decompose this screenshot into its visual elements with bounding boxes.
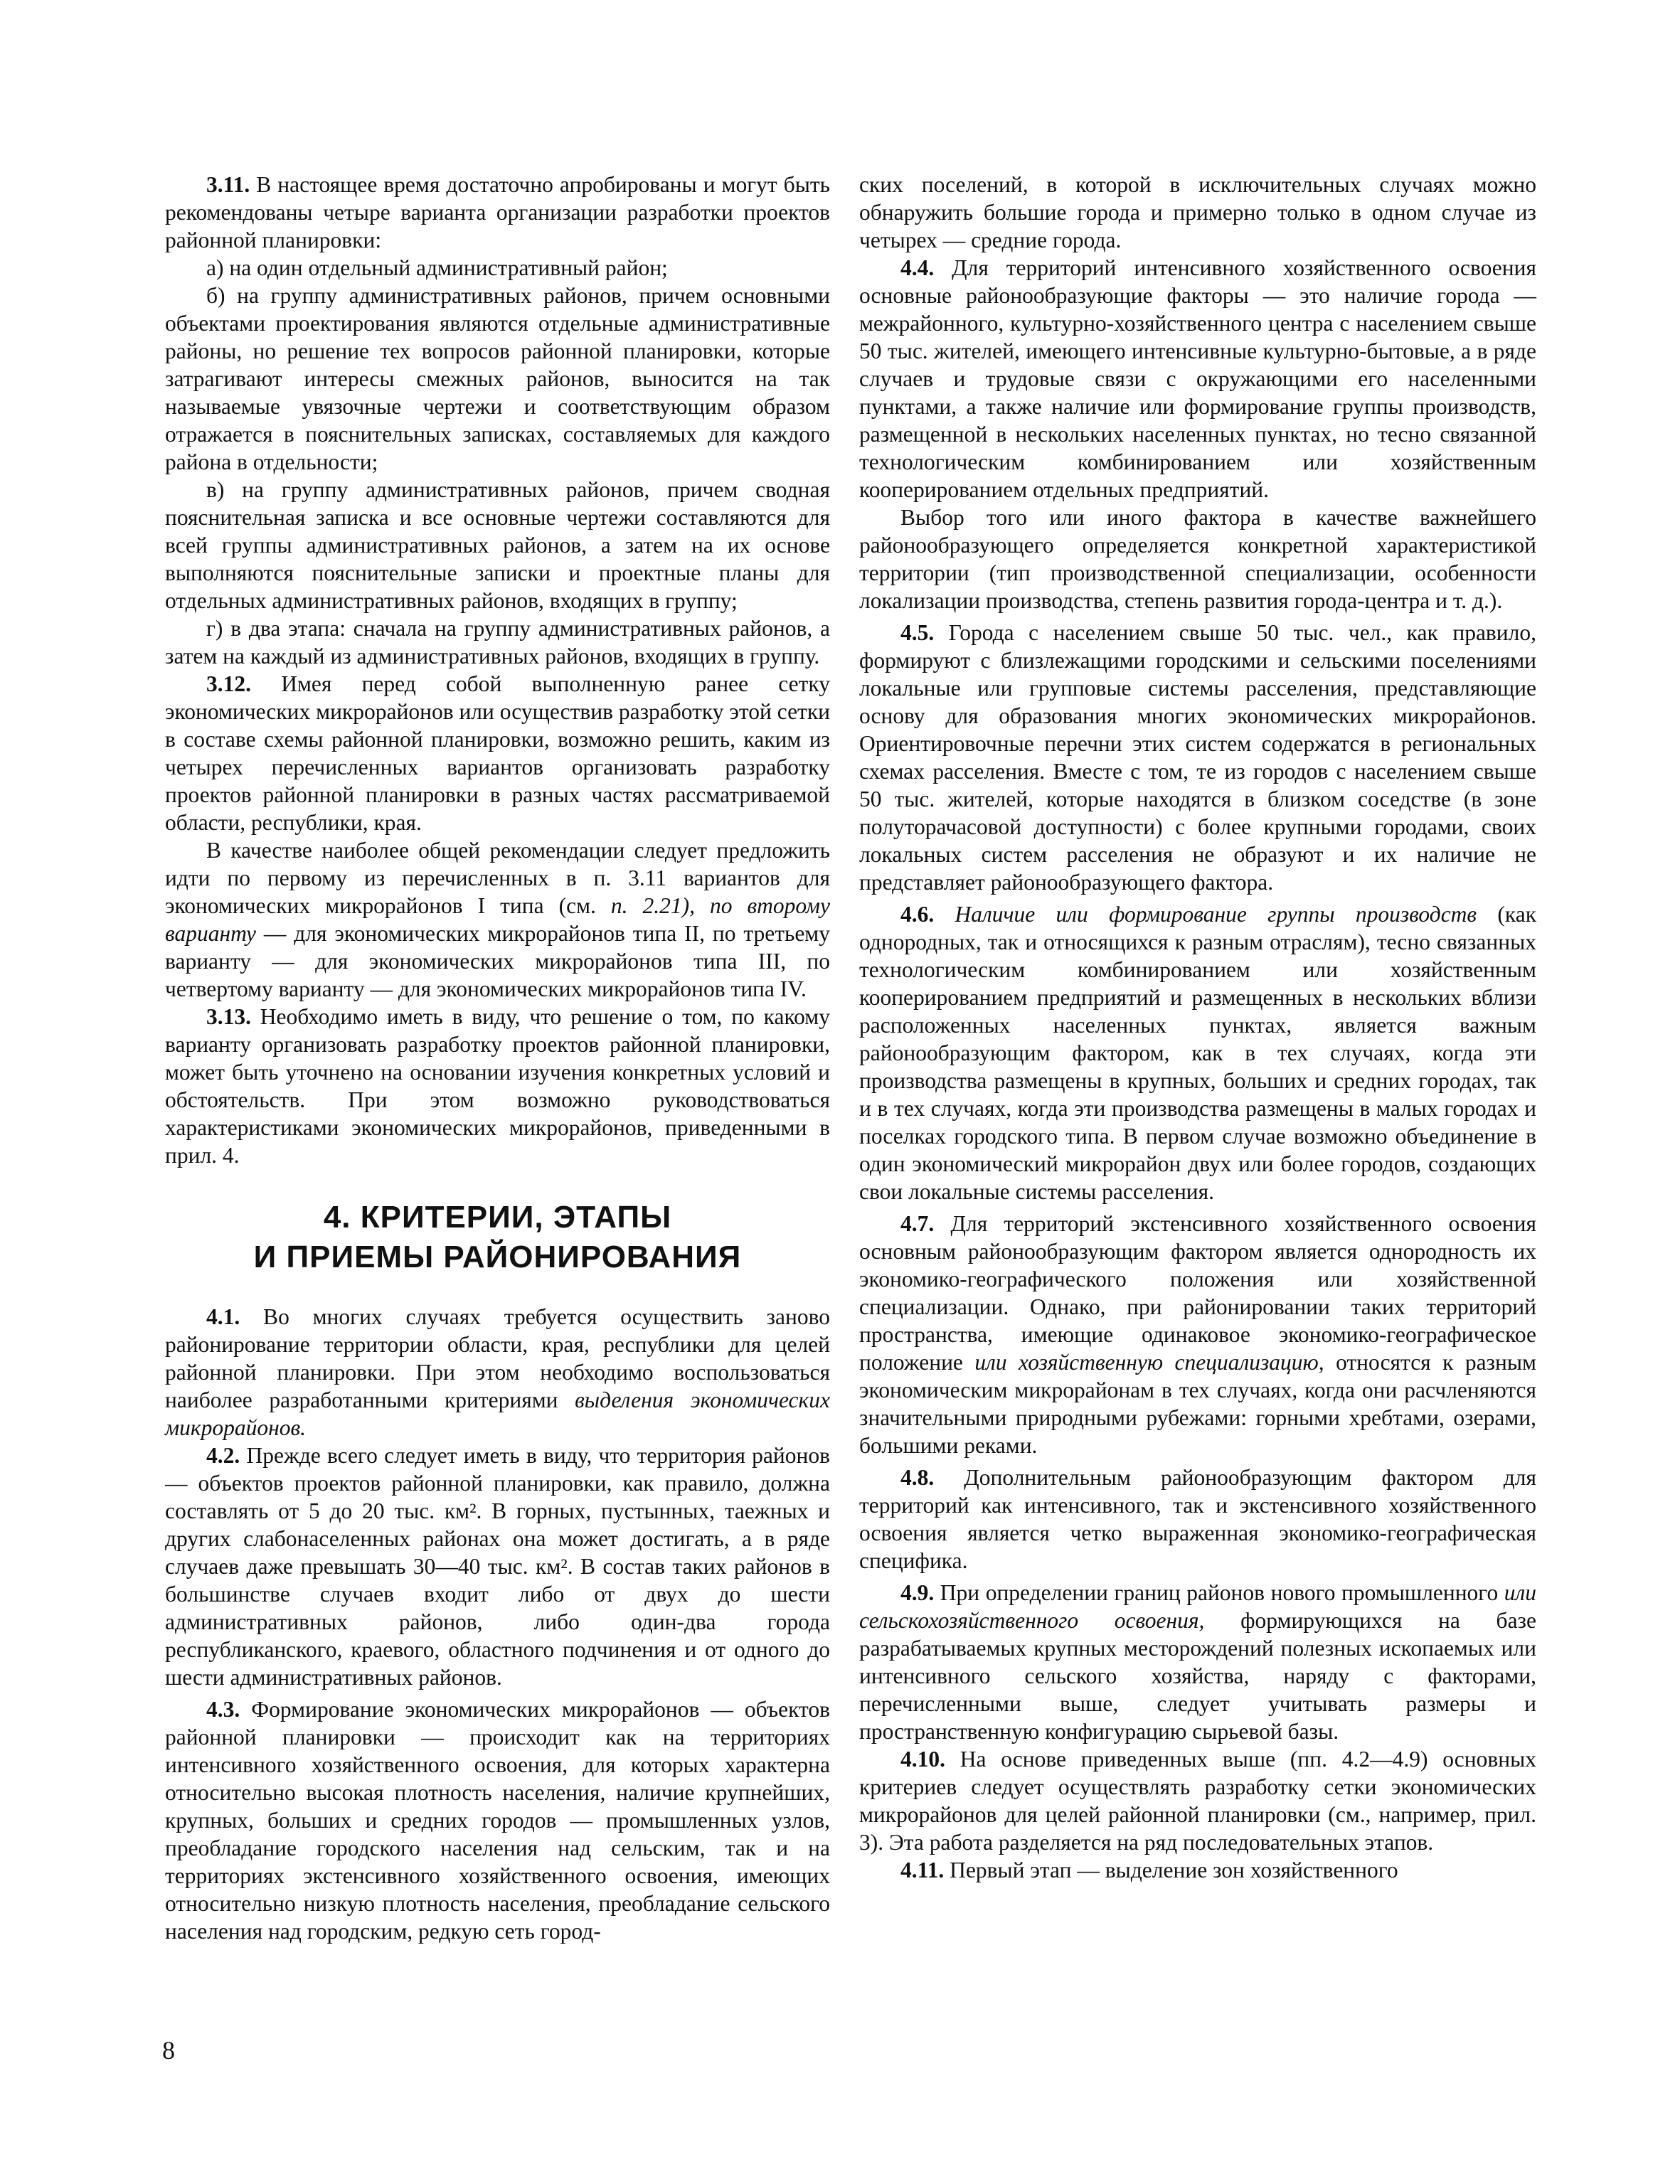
paragraph-4-7: 4.7. Для территорий экстенсивного хозяйственного освоения основным районообразующим фактором является однородность их экономико-географического положения или хозяйственной специализации. Однако, при районировании таких территорий пространства, имеющие одинаковое экономико-географическое положение или хозяйственную специализацию, относятся к разным экономическим микрорайонам в тех случаях, когда они расчленяются значительными природными рубежами: горными хребтами, озерами, большими реками.	[859, 1211, 1536, 1458]
section-heading	[165, 1198, 830, 1277]
list-item-g: г) в два этапа: сначала на группу административных районов, а затем на каждый из административных районов, входящих в группу.	[165, 616, 830, 668]
paragraph-4-9: 4.9. При определении границ районов нового промышленного или сельскохозяйственного освоения, формирующихся на базе разрабатываемых крупных месторождений полезных ископаемых или интенсивного сельского хозяйства, наряду с факторами, перечисленными выше, следует учитывать размеры и пространственную конфигурацию сырьевой базы.	[859, 1580, 1536, 1744]
paragraph-4-10: 4.10. На основе приведенных выше (пп. 4.2—4.9) основных критериев следует осуществлять разработку сетки экономических микрорайонов для целей районной планировки (см., например, прил. 3). Эта работа разделяется на ряд последовательных этапов.	[859, 1747, 1536, 1855]
section-heading-line-2: И ПРИЕМЫ РАЙОНИРОВАНИЯ	[253, 1240, 742, 1274]
list-item-b: б) на группу административных районов, причем основными объектами проектирования являются отдельные административные районы, но решение тех вопросов районной планировки, которые затрагивают интересы смежных районов, выносится на так называемые увязочные чертежи и соответствующим образом отражается в пояснительных записках, составляемых для каждого района в отдельности;	[165, 283, 830, 474]
paragraph-4-11: 4.11. Первый этап — выделение зон хозяйственного	[900, 1858, 1398, 1882]
right-column	[859, 171, 1536, 1884]
paragraph-continuation: ских поселений, в которой в исключительных случаях можно обнаружить большие города и примерно только в одном случае из четырех — средние города.	[859, 172, 1536, 252]
paragraph-4-3: 4.3. Формирование экономических микрорайонов — объектов районной планировки — происходит как на территориях интенсивного хозяйственного освоения, для которых характерна относительно высокая плотность населения, наличие крупнейших, крупных, больших и средних городов — промышленных узлов, преобладание городского населения над сельским, так и на территориях экстенсивного хозяйственного освоения, имеющих относительно низкую плотность населения, преобладание сельского населения над городским, редкую сеть город-	[165, 1697, 830, 1944]
paragraph-3-12-recommendation: В качестве наиболее общей рекомендации следует предложить идти по первому из перечисленных в п. 3.11 вариантов для экономических микрорайонов I типа (см. п. 2.21), по второму варианту — для экономических микрорайонов типа II, по третьему варианту — для экономических микрорайонов типа III, по четвертому варианту — для экономических микрорайонов типа IV.	[165, 838, 831, 1001]
left-column	[165, 171, 830, 1945]
paragraph-3-13: 3.13. Необходимо иметь в виду, что решение о том, по какому варианту организовать разработку проектов районной планировки, может быть уточнено на основании изучения конкретных условий и обстоятельств. При этом возможно руководствоваться характеристиками экономических микрорайонов, приведенными в прил. 4.	[165, 1004, 830, 1168]
list-item-v: в) на группу административных районов, причем сводная пояснительная записка и все основные чертежи составляются для всей группы административных районов, а затем на их основе выполняются пояснительные записки и проектные планы для отдельных административных районов, входящих в группу;	[165, 477, 830, 613]
paragraph-4-4-choice: Выбор того или иного фактора в качестве важнейшего районообразующего определяется конкретной характеристикой территории (тип производственной специализации, особенности локализации производства, степень развития города-центра и т. д.).	[859, 505, 1536, 613]
paragraph-3-11: 3.11. В настоящее время достаточно апробированы и могут быть рекомендованы четыре варианта организации разработки проектов районной планировки:	[165, 172, 830, 252]
paragraph-3-12: 3.12. Имея перед собой выполненную ранее сетку экономических микрорайонов или осуществив разработку этой сетки в составе схемы районной планировки, возможно решить, каким из четырех перечисленных вариантов организовать разработку проектов районной планировки в разных частях рассматриваемой области, республики, края.	[165, 671, 830, 835]
paragraph-4-1: 4.1. Во многих случаях требуется осуществить заново районирование территории области, края, республики для целей районной планировки. При этом необходимо воспользоваться наиболее разработанными критериями выделения экономических микрорайонов.	[165, 1304, 830, 1440]
section-heading-line-1: 4. КРИТЕРИИ, ЭТАПЫ	[323, 1200, 672, 1235]
page-number: 8	[162, 2036, 175, 2065]
paragraph-4-6: 4.6. Наличие или формирование группы производств (как однородных, так и относящихся к разным отраслям), тесно связанных технологическим комбинированием или хозяйственным кооперированием предприятий и размещенных в нескольких вблизи расположенных населенных пунктах, является важным районообразующим фактором, как в тех случаях, когда эти производства размещены в крупных, больших и средних городах, так и в тех случаях, когда эти производства размещены в малых городах и поселках городского типа. В первом случае возможно объединение в один экономический микрорайон двух или более городов, создающих свои локальные системы расселения.	[859, 902, 1536, 1204]
paragraph-4-2: 4.2. Прежде всего следует иметь в виду, что территория районов — объектов проектов районной планировки, как правило, должна составлять от 5 до 20 тыс. км². В горных, пустынных, таежных и других слабонаселенных районах она может достигать, а в ряде случаев даже превышать 30—40 тыс. км². В состав таких районов в большинстве случаев входит либо от двух до шести административных районов, либо один-два города республиканского, краевого, областного подчинения и от одного до шести административных районов.	[165, 1443, 830, 1690]
paragraph-4-5: 4.5. Города с населением свыше 50 тыс. чел., как правило, формируют с близлежащими городскими и сельскими поселениями локальные или групповые системы расселения, представляющие основу для образования многих экономических микрорайонов. Ориентировочные перечни этих систем содержатся в региональных схемах расселения. Вместе с том, те из городов с населением свыше 50 тыс. жителей, которые находятся в близком соседстве (в зоне полуторачасовой доступности) с более крупными городами, своих локальных систем расселения не образуют и их наличие не представляет районообразующего фактора.	[859, 620, 1536, 895]
list-item-a: а) на один отдельный административный район;	[206, 255, 668, 280]
paragraph-4-8: 4.8. Дополнительным районообразующим фактором для территорий как интенсивного, так и экстенсивного хозяйственного освоения является четко выраженная экономико-географическая специфика.	[859, 1465, 1536, 1573]
paragraph-4-4: 4.4. Для территорий интенсивного хозяйственного освоения основные районообразующие факторы — это наличие города — межрайонного, культурно-хозяйственного центра с населением свыше 50 тыс. жителей, имеющего интенсивные культурно-бытовые, а в ряде случаев и трудовые связи с окружающими его населенными пунктами, а также наличие или формирование группы производств, размещенной в нескольких населенных пунктах, но тесно связанной технологическим комбинированием или хозяйственным кооперированием отдельных предприятий.	[859, 255, 1536, 502]
